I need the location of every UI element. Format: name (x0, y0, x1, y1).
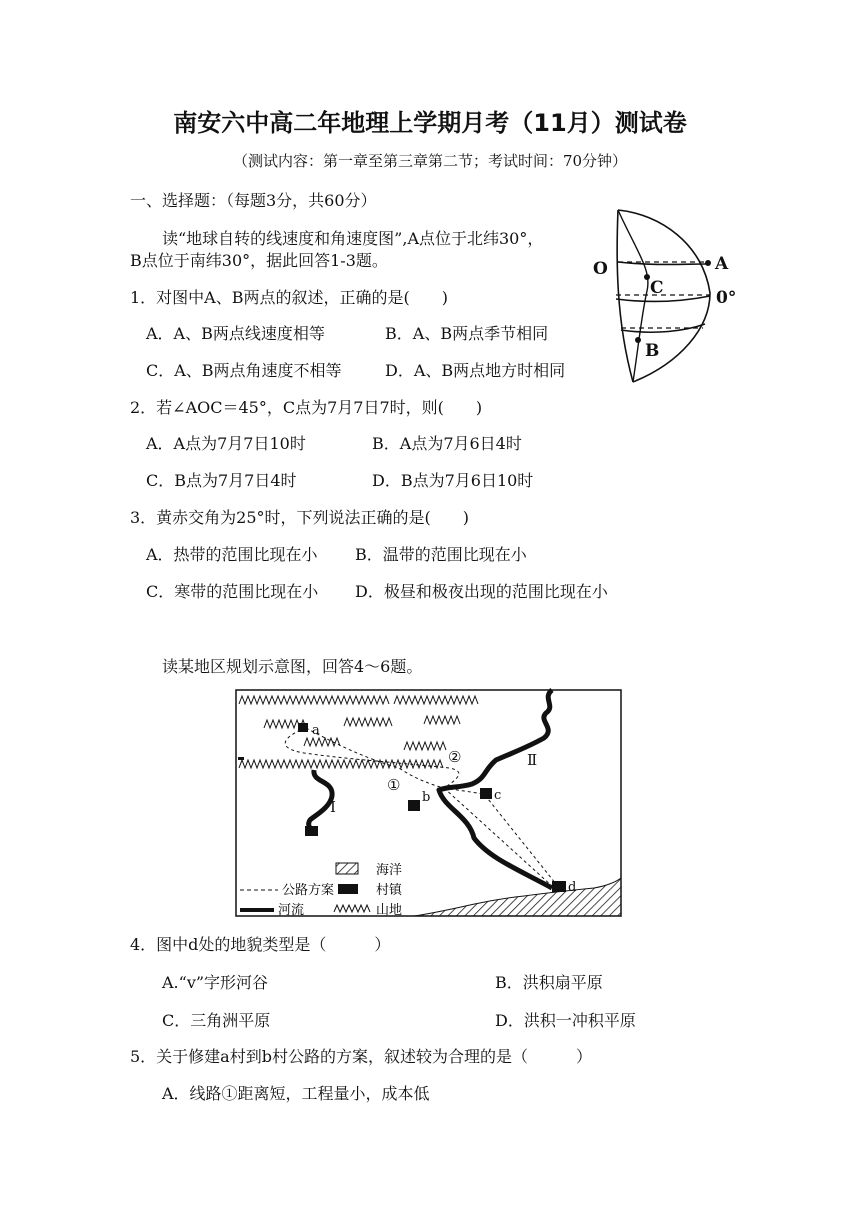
q3-option-c: C．寒带的范围比现在小 (146, 582, 319, 601)
town-a (298, 723, 308, 732)
q3-stem: 3．黄赤交角为25°时，下列说法正确的是( ) (130, 508, 470, 527)
point-a (705, 260, 711, 266)
label-a: A (715, 254, 729, 274)
q4-option-d: D．洪积一冲积平原 (495, 1011, 636, 1030)
map-label-region-2: Ⅱ (527, 751, 538, 769)
page-subtitle: （测试内容：第一章至第三章第二节；考试时间：70分钟） (232, 152, 628, 170)
q1-stem: 1．对图中A、B两点的叙述，正确的是( ) (130, 288, 448, 307)
map-label-region-1: Ⅰ (330, 798, 336, 816)
q3-option-b: B．温带的范围比现在小 (355, 545, 527, 564)
point-b (635, 337, 641, 343)
q2-option-a: A．A点为7月7日10时 (146, 434, 306, 453)
river-mouth-marker (305, 826, 318, 836)
town-b (408, 800, 420, 811)
legend-river-label: 河流 (278, 903, 305, 918)
map-legend (240, 863, 403, 918)
map-label-route-1: ① (387, 776, 401, 794)
q1-option-c: C．A、B两点角速度不相等 (146, 361, 342, 380)
q1-option-b: B．A、B两点季节相同 (385, 324, 549, 343)
rivers (309, 690, 552, 888)
meridian-through-c (618, 210, 648, 382)
q2-stem: 2．若∠AOC＝45°，C点为7月7日7时，则( ) (130, 398, 483, 417)
q5-stem: 5．关于修建a村到b村公路的方案，叙述较为合理的是（ ） (130, 1047, 592, 1066)
q4-option-a: A.“v”字形河谷 (162, 973, 269, 992)
q4-stem: 4．图中d处的地貌类型是（ ） (130, 935, 391, 954)
q2-option-c: C．B点为7月7日4时 (146, 471, 297, 490)
legend-mountain-swatch (334, 905, 370, 912)
q4-option-c: C．三角洲平原 (162, 1011, 271, 1030)
section-heading: 一、选择题：（每题3分，共60分） (130, 191, 377, 210)
ocean-area (414, 878, 621, 916)
q5-option-a: A．线路①距离短，工程量小，成本低 (162, 1084, 430, 1103)
legend-ocean-label: 海洋 (376, 863, 403, 878)
globe-outline (618, 210, 710, 382)
label-c: C (650, 278, 664, 298)
q1-option-d: D．A、B两点地方时相同 (385, 361, 566, 380)
map-label-a: a (312, 723, 320, 738)
town-c (480, 788, 492, 799)
intro-1-line-1: 读“地球自转的线速度和角速度图”,A点位于北纬30°， (162, 229, 544, 248)
map-label-route-2: ② (448, 748, 462, 766)
intro-2: 读某地区规划示意图，回答4～6题。 (162, 657, 423, 676)
q2-option-b: B．A点为7月6日4时 (372, 434, 522, 453)
label-b: B (645, 341, 660, 361)
label-zero-degrees: 0° (716, 288, 737, 308)
legend-town-swatch (338, 884, 358, 894)
legend-mountain-label: 山地 (376, 903, 403, 918)
map-tick-mark (238, 757, 244, 760)
q2-option-d: D．B点为7月6日10时 (372, 471, 534, 490)
q3-option-a: A．热带的范围比现在小 (146, 545, 318, 564)
intro-1-line-2: B点位于南纬30°，据此回答1-3题。 (130, 251, 388, 270)
map-label-b: b (422, 790, 431, 805)
legend-town-label: 村镇 (376, 883, 403, 898)
map-label-c: c (494, 788, 502, 803)
q1-option-a: A．A、B两点线速度相等 (146, 324, 325, 343)
mountain-ranges (239, 696, 478, 768)
town-d (552, 881, 566, 892)
legend-ocean-swatch (336, 863, 358, 874)
region-planning-map (234, 688, 624, 918)
page-title: 南安六中高二年地理上学期月考（11月）测试卷 (173, 109, 687, 137)
map-label-d: d (568, 880, 577, 895)
earth-rotation-figure (585, 200, 780, 390)
q3-option-d: D．极昼和极夜出现的范围比现在小 (355, 582, 608, 601)
q4-option-b: B．洪积扇平原 (495, 973, 603, 992)
label-o: O (593, 259, 608, 279)
legend-road-label: 公路方案 (282, 883, 335, 898)
